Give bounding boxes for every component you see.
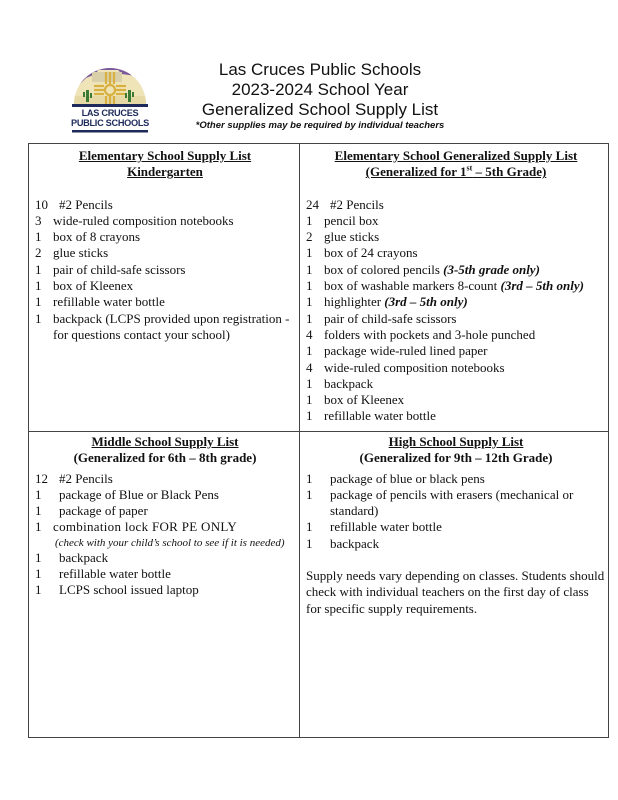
list-item: 4 wide-ruled composition notebooks	[306, 359, 505, 375]
title-school-year: 2023-2024 School Year	[231, 80, 409, 99]
list-item: 1 combination lock FOR PE ONLY	[35, 519, 238, 535]
high-school-section	[306, 434, 606, 617]
list-item: 1 refillable water bottle	[35, 294, 165, 310]
logo-text-line1: LAS CRUCES	[81, 108, 139, 118]
lcps-logo	[66, 50, 154, 134]
list-item: 4 folders with pockets and 3-hole punched	[306, 326, 536, 342]
column-divider	[299, 144, 300, 737]
list-item: 1 refillable water bottle	[35, 566, 171, 582]
supply-needs-paragraph: Supply needs vary depending on classes. Students should check with individual teachers on the first day of class for specific supply requirements.	[306, 568, 605, 616]
list-item: 1 package of Blue or Black Pens	[35, 486, 219, 502]
list-item: 1 package of blue or black pens	[306, 470, 485, 486]
list-item: 1 backpack (LCPS provided upon registration - for questions contact your school)	[35, 310, 290, 342]
list-item: 10 #2 Pencils	[35, 196, 113, 212]
list-item: 12 #2 Pencils	[35, 470, 113, 486]
section-subtitle: (Generalized for 9th – 12th Grade)	[359, 450, 553, 466]
list-item: 1 backpack	[306, 535, 380, 551]
supply-list-table	[28, 143, 609, 738]
list-item: 1 box of Kleenex	[35, 278, 134, 294]
section-title: Elementary School Supply List	[78, 148, 252, 163]
list-item: 1 package wide-ruled lined paper	[306, 343, 488, 359]
title-supply-list: Generalized School Supply List	[201, 100, 439, 119]
list-item: 1 package of pencils with erasers (mechanical or standard)	[306, 486, 574, 519]
list-item: 1 box of 8 crayons	[35, 229, 141, 245]
list-item: 1 package of paper	[35, 503, 148, 519]
section-title: High School Supply List	[388, 434, 524, 449]
lock-note: (check with your child’s school to see if it is needed)	[55, 536, 285, 549]
list-item: 1 box of washable markers 8-count (3rd – 5th only)	[306, 278, 584, 294]
list-item: 2 glue sticks	[35, 245, 109, 261]
list-item: 1 highlighter (3rd – 5th only)	[306, 294, 468, 310]
section-title: Elementary School Generalized Supply List	[334, 148, 578, 163]
document-header	[170, 60, 470, 132]
section-subtitle: (Generalized for 6th – 8th grade)	[73, 450, 257, 466]
logo-text-line2: PUBLIC SCHOOLS	[71, 118, 149, 128]
elementary-section	[306, 148, 606, 425]
middle-school-section	[35, 434, 295, 599]
row-divider	[29, 431, 608, 432]
header-note: *Other supplies may be required by individual teachers	[195, 120, 445, 131]
section-title: Middle School Supply List	[91, 434, 239, 449]
section-subtitle: Kindergarten	[127, 164, 203, 180]
list-item: 24 #2 Pencils	[306, 196, 384, 212]
list-item: 1 refillable water bottle	[306, 408, 436, 424]
grade-note: (3-5th grade only)	[443, 261, 540, 277]
list-item: 1 box of colored pencils (3-5th grade only)	[306, 261, 540, 277]
list-item: 1 LCPS school issued laptop	[35, 582, 199, 598]
list-item: 1 pair of child-safe scissors	[306, 310, 457, 326]
list-item: 1 backpack	[306, 375, 374, 391]
section-subtitle: (Generalized for 1st – 5th Grade)	[365, 163, 547, 180]
list-item: 1 pencil box	[306, 212, 379, 228]
list-item: 2 glue sticks	[306, 229, 380, 245]
list-item: 1 backpack	[35, 549, 109, 565]
list-item: 1 pair of child-safe scissors	[35, 261, 186, 277]
list-item: 1 box of Kleenex	[306, 392, 405, 408]
title-district: Las Cruces Public Schools	[218, 60, 422, 79]
kindergarten-section	[35, 148, 295, 343]
grade-note: (3rd – 5th only)	[500, 278, 584, 294]
grade-note: (3rd – 5th only)	[384, 294, 468, 310]
list-item: 1 box of 24 crayons	[306, 245, 418, 261]
list-item: 1 refillable water bottle	[306, 519, 442, 535]
list-item: 3 wide-ruled composition notebooks	[35, 212, 234, 228]
